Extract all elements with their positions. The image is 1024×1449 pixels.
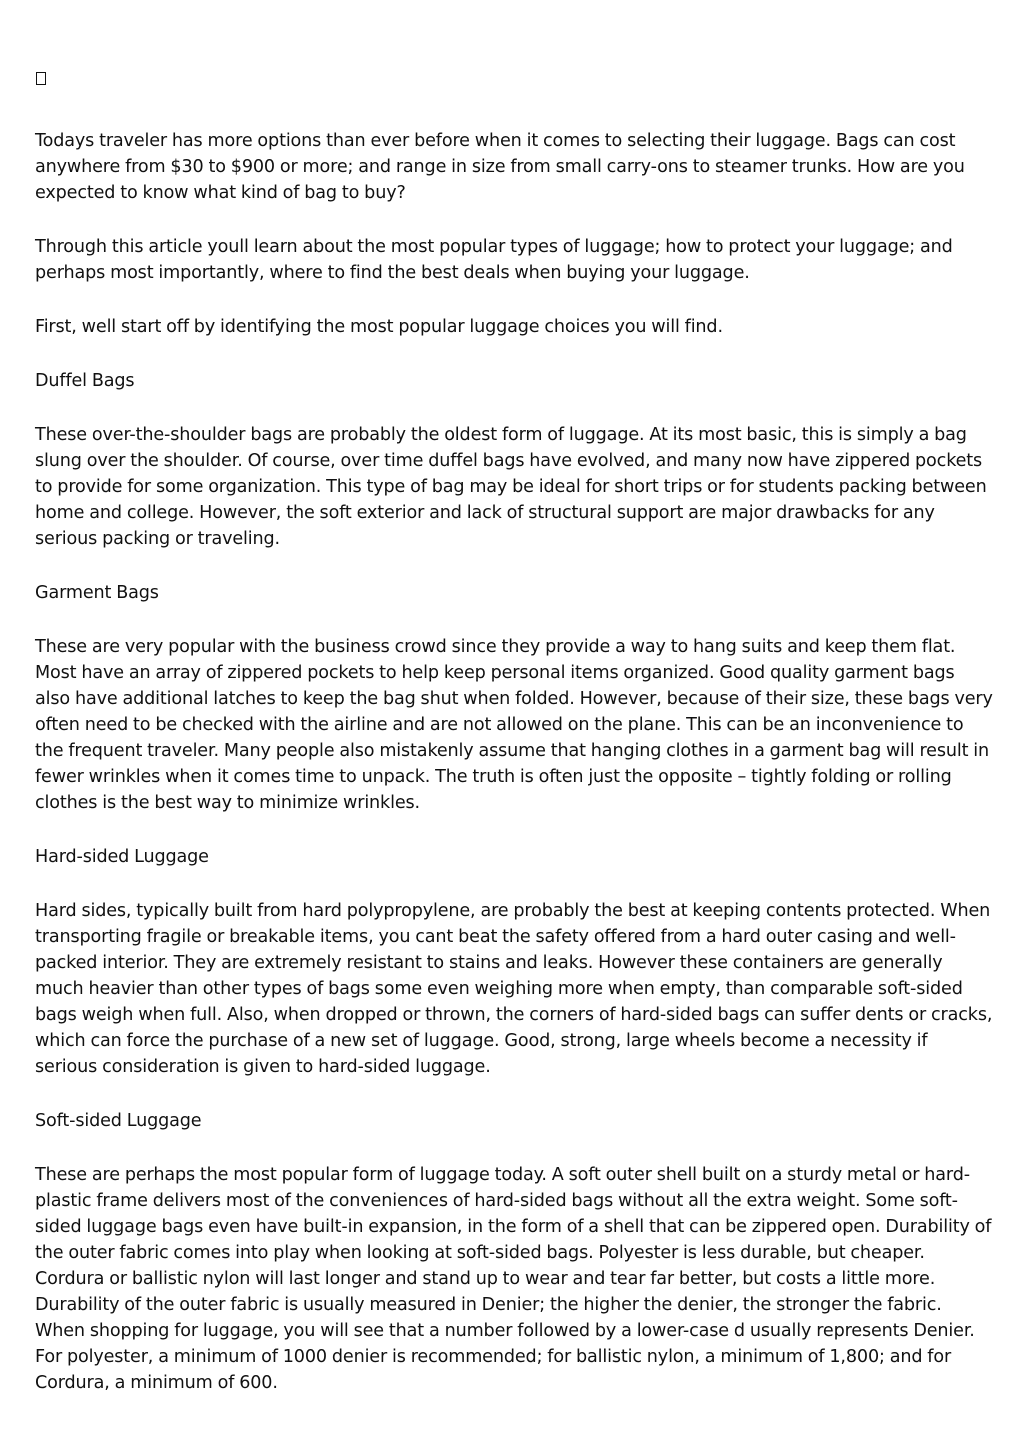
- garment-paragraph: These are very popular with the business crowd since they provide a way to hang suits and keep them flat. Most have an array of zippered pockets to help keep personal items organized. Good quality garment bags also have additional latches to keep the bag shut when folded. However, because of their size, these bags very often need to be checked with the airline and are not allowed on the plane. This can be an inconvenience to the frequent traveler. Many people also mistakenly assume that hanging clothes in a garment bag will result in fewer wrinkles when it comes time to unpack. The truth is often just the opposite – tightly folding or rolling clothes is the best way to minimize wrinkles.: [35, 637, 993, 813]
- hard-sided-paragraph: Hard sides, typically built from hard polypropylene, are probably the best at keeping contents protected. When transporting fragile or breakable items, you cant beat the safety offered from a hard outer casing and well-packed interior. They are extremely resistant to stains and leaks. However these containers are generally much heavier than other types of bags some even weighing more when empty, than comparable soft-sided bags weigh when full. Also, when dropped or thrown, the corners of hard-sided bags can suffer dents or cracks, which can force the purchase of a new set of luggage. Good, strong, large wheels become a necessity if serious consideration is given to hard-sided luggage.: [35, 901, 993, 1077]
- soft-sided-paragraph: These are perhaps the most popular form of luggage today. A soft outer shell built on a sturdy metal or hard-plastic frame delivers most of the conveniences of hard-sided bags without all the extra weight. Some soft-sided luggage bags even have built-in expansion, in the form of a shell that can be zippered open. Durability of the outer fabric comes into play when looking at soft-sided bags. Polyester is less durable, but cheaper. Cordura or ballistic nylon will last longer and stand up to wear and tear far better, but costs a little more. Durability of the outer fabric is usually measured in Denier; the higher the denier, the stronger the fabric. When shopping for luggage, you will see that a number followed by a lower-case d usually represents Denier. For polyester, a minimum of 1000 denier is recommended; for ballistic nylon, a minimum of 1,800; and for Cordura, a minimum of 600.: [35, 1165, 992, 1393]
- overview-paragraph: Through this article youll learn about the most popular types of luggage; how to protect your luggage; and perhaps most importantly, where to find the best deals when buying your luggage.: [35, 237, 953, 283]
- section-heading-soft-sided: Soft-sided Luggage: [35, 1111, 202, 1131]
- transition-paragraph: First, well start off by identifying the most popular luggage choices you will find.: [35, 317, 723, 337]
- missing-glyph-icon: [36, 72, 46, 85]
- section-heading-hard-sided: Hard-sided Luggage: [35, 847, 209, 867]
- section-heading-duffel: Duffel Bags: [35, 371, 135, 391]
- duffel-paragraph: These over-the-shoulder bags are probably the oldest form of luggage. At its most basic, this is simply a bag slung over the shoulder. Of course, over time duffel bags have evolved, and many now have zippered pockets to provide for some organization. This type of bag may be ideal for short trips or for students packing between home and college. However, the soft exterior and lack of structural support are major drawbacks for any serious packing or traveling.: [35, 425, 987, 549]
- section-heading-garment: Garment Bags: [35, 583, 159, 603]
- intro-paragraph: Todays traveler has more options than ever before when it comes to selecting their luggage. Bags can cost anywhere from $30 to $900 or more; and range in size from small carry-ons to steamer trunks. How are you expected to know what kind of bag to buy?: [35, 131, 965, 203]
- document-page: [35, 62, 993, 1396]
